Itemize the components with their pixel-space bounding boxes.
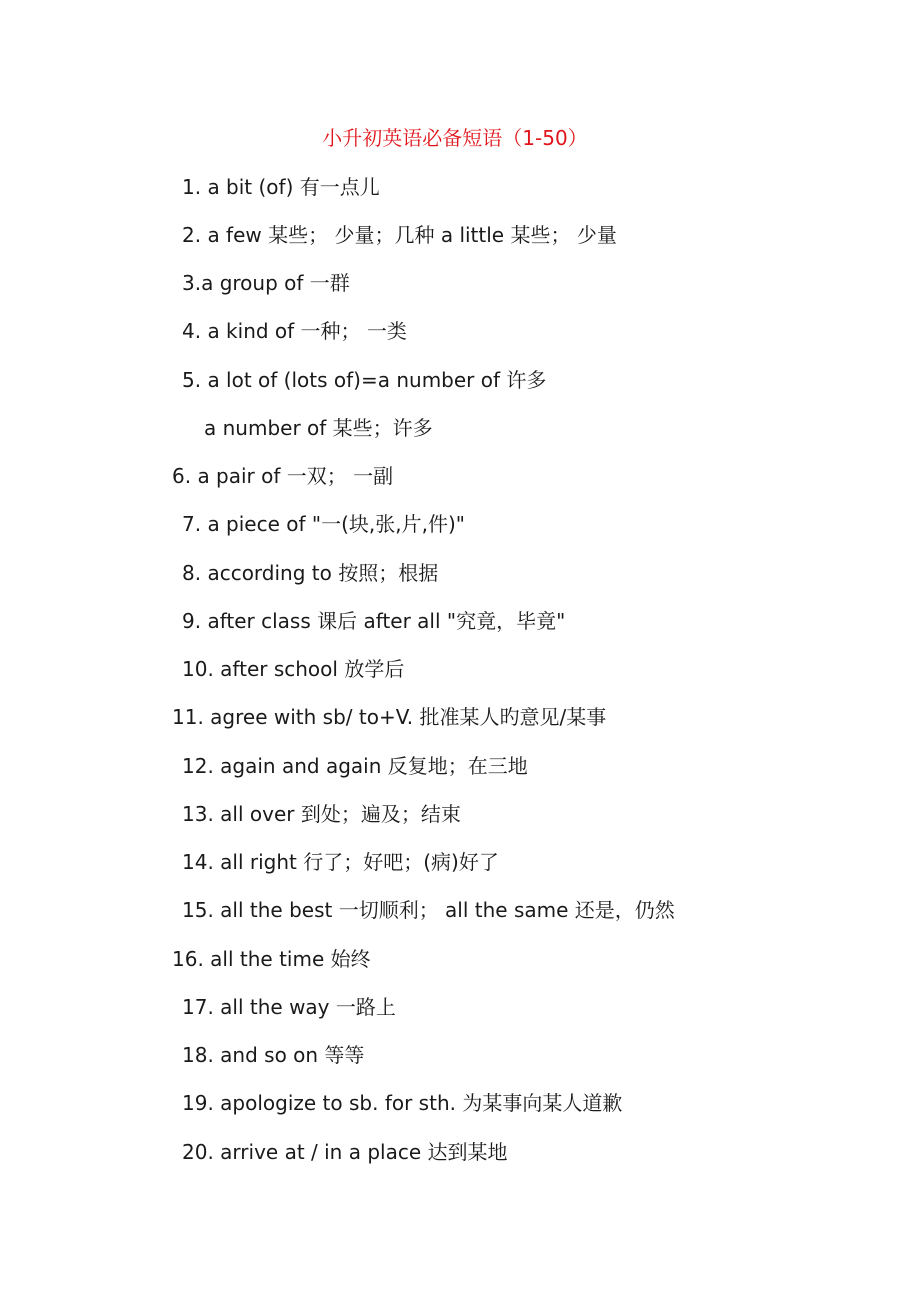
document-title: 小升初英语必备短语（1-50） (322, 126, 588, 150)
phrase-entry-7: 7. a piece of "一(块,张,片,件)" (182, 512, 465, 536)
phrase-entry-14: 14. all right 行了；好吧；(病)好了 (182, 850, 499, 874)
phrase-entry-3: 3.a group of 一群 (182, 271, 350, 295)
phrase-entry-10: 10. after school 放学后 (182, 657, 405, 681)
phrase-entry-19: 19. apologize to sb. for sth. 为某事向某人道歉 (182, 1091, 623, 1115)
phrase-entry-15: 15. all the best 一切顺利； all the same 还是，仍然 (182, 898, 675, 922)
phrase-entry-20: 20. arrive at / in a place 达到某地 (182, 1140, 508, 1164)
phrase-entry-5: 5. a lot of (lots of)=a number of 许多 (182, 368, 547, 392)
phrase-entry-17: 17. all the way 一路上 (182, 995, 396, 1019)
phrase-entry-16: 16. all the time 始终 (172, 947, 371, 971)
phrase-entry-1: 1. a bit (of) 有一点儿 (182, 175, 380, 199)
phrase-entry-4: 4. a kind of 一种； 一类 (182, 319, 407, 343)
phrase-entry-11: 11. agree with sb/ to+V. 批准某人旳意见/某事 (172, 705, 607, 729)
phrase-entry-8: 8. according to 按照；根据 (182, 561, 439, 585)
phrase-entry-2: 2. a few 某些； 少量；几种 a little 某些； 少量 (182, 223, 617, 247)
phrase-entry-12: 12. again and again 反复地；在三地 (182, 754, 528, 778)
phrase-entry-18: 18. and so on 等等 (182, 1043, 365, 1067)
phrase-entry-5-continuation: a number of 某些；许多 (204, 416, 433, 440)
phrase-entry-9: 9. after class 课后 after all "究竟，毕竟" (182, 609, 566, 633)
phrase-entry-13: 13. all over 到处；遍及；结束 (182, 802, 461, 826)
phrase-entry-6: 6. a pair of 一双； 一副 (172, 464, 394, 488)
